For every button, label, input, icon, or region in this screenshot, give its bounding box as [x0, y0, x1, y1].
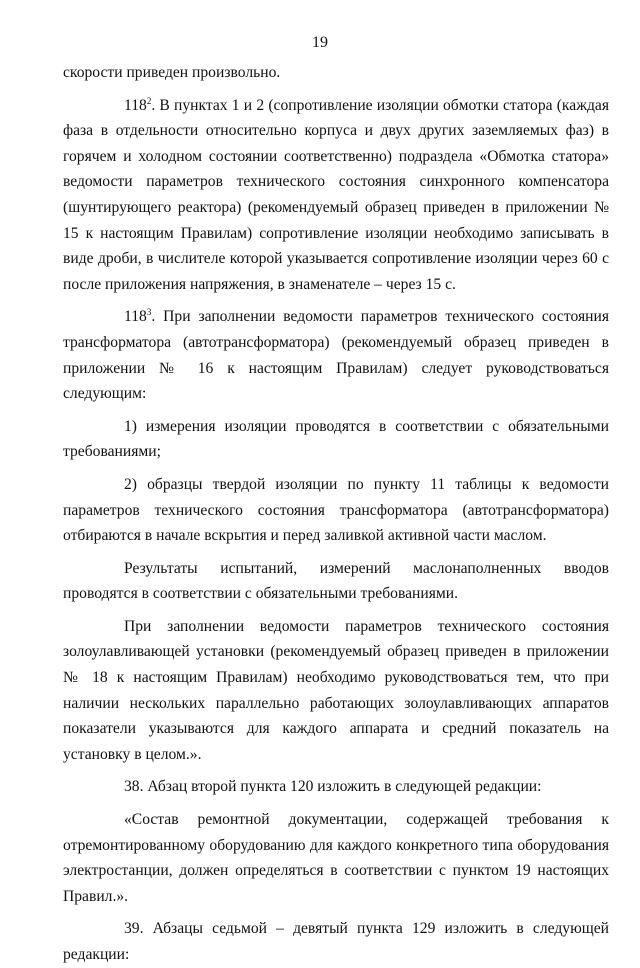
list-item-1: 1) измерения изоляции проводятся в соответствии с обязательными требованиями; [63, 417, 609, 461]
paragraph-text: . В пунктах 1 и 2 (сопротивление изоляции обмотки статора (каждая фаза в отдельности относительно корпуса и двух других заземляемых фаз) в горячем и холодном состоянии соответственно) подраздела «Обмотка статора» ведомости параметров технического состояния синхронного компенсатора (шунтирующего реактора) (рекомендуемый образец приведен в приложении № 15 к настоящим Правилам) сопротивление изоляции необходимо записывать в виде дроби, в числителе которой указывается сопротивление изоляции через 60 с после приложения напряжения, в знаменателе – через 15 с. [63, 96, 609, 293]
paragraph-118-2 [63, 93, 609, 298]
clause-superscript: 3 [146, 307, 152, 318]
item-39: 39. Абзацы седьмой – девятый пункта 129 изложить в следующей редакции: [63, 920, 609, 963]
paragraph-continuation: скорости приведен произвольно. [63, 64, 281, 81]
clause-number: 118 [124, 308, 147, 326]
paragraph-results: Результаты испытаний, измерений маслонаполненных вводов проводятся в соответствии с обязательными требованиями. [63, 559, 609, 603]
clause-number: 118 [124, 96, 147, 114]
clause-superscript: 2 [146, 95, 152, 106]
page-body [63, 60, 609, 968]
paragraph-ash-collector: При заполнении ведомости параметров технического состояния золоулавливающей установки (рекомендуемый образец приведен в приложении № 18 к настоящим Правилам) необходимо руководствоваться тем, что при наличии нескольких параллельно работающих золоулавливающих аппаратов показатели указываются для каждого аппарата и средний показатель на установку в целом.». [63, 617, 609, 763]
page-number: 19 [312, 34, 328, 51]
paragraph-text: . При заполнении ведомости параметров технического состояния трансформатора (автотрансформатора) (рекомендуемый образец приведен в приложении № 16 к настоящим Правилам) следует руководствоваться следующим: [63, 308, 609, 403]
quote-120: «Состав ремонтной документации, содержащей требования к отремонтированному оборудованию для каждого конкретного типа оборудования электростанции, должен определяться в соответствии с пунктом 19 настоящих Правил.». [63, 811, 609, 905]
list-item-2: 2) образцы твердой изоляции по пункту 11 таблицы к ведомости параметров технического состояния трансформатора (автотрансформатора) отбираются в начале вскрытия и перед заливкой активной части маслом. [63, 475, 609, 545]
item-38: 38. Абзац второй пункта 120 изложить в следующей редакции: [124, 778, 542, 796]
paragraph-118-3 [63, 304, 609, 406]
